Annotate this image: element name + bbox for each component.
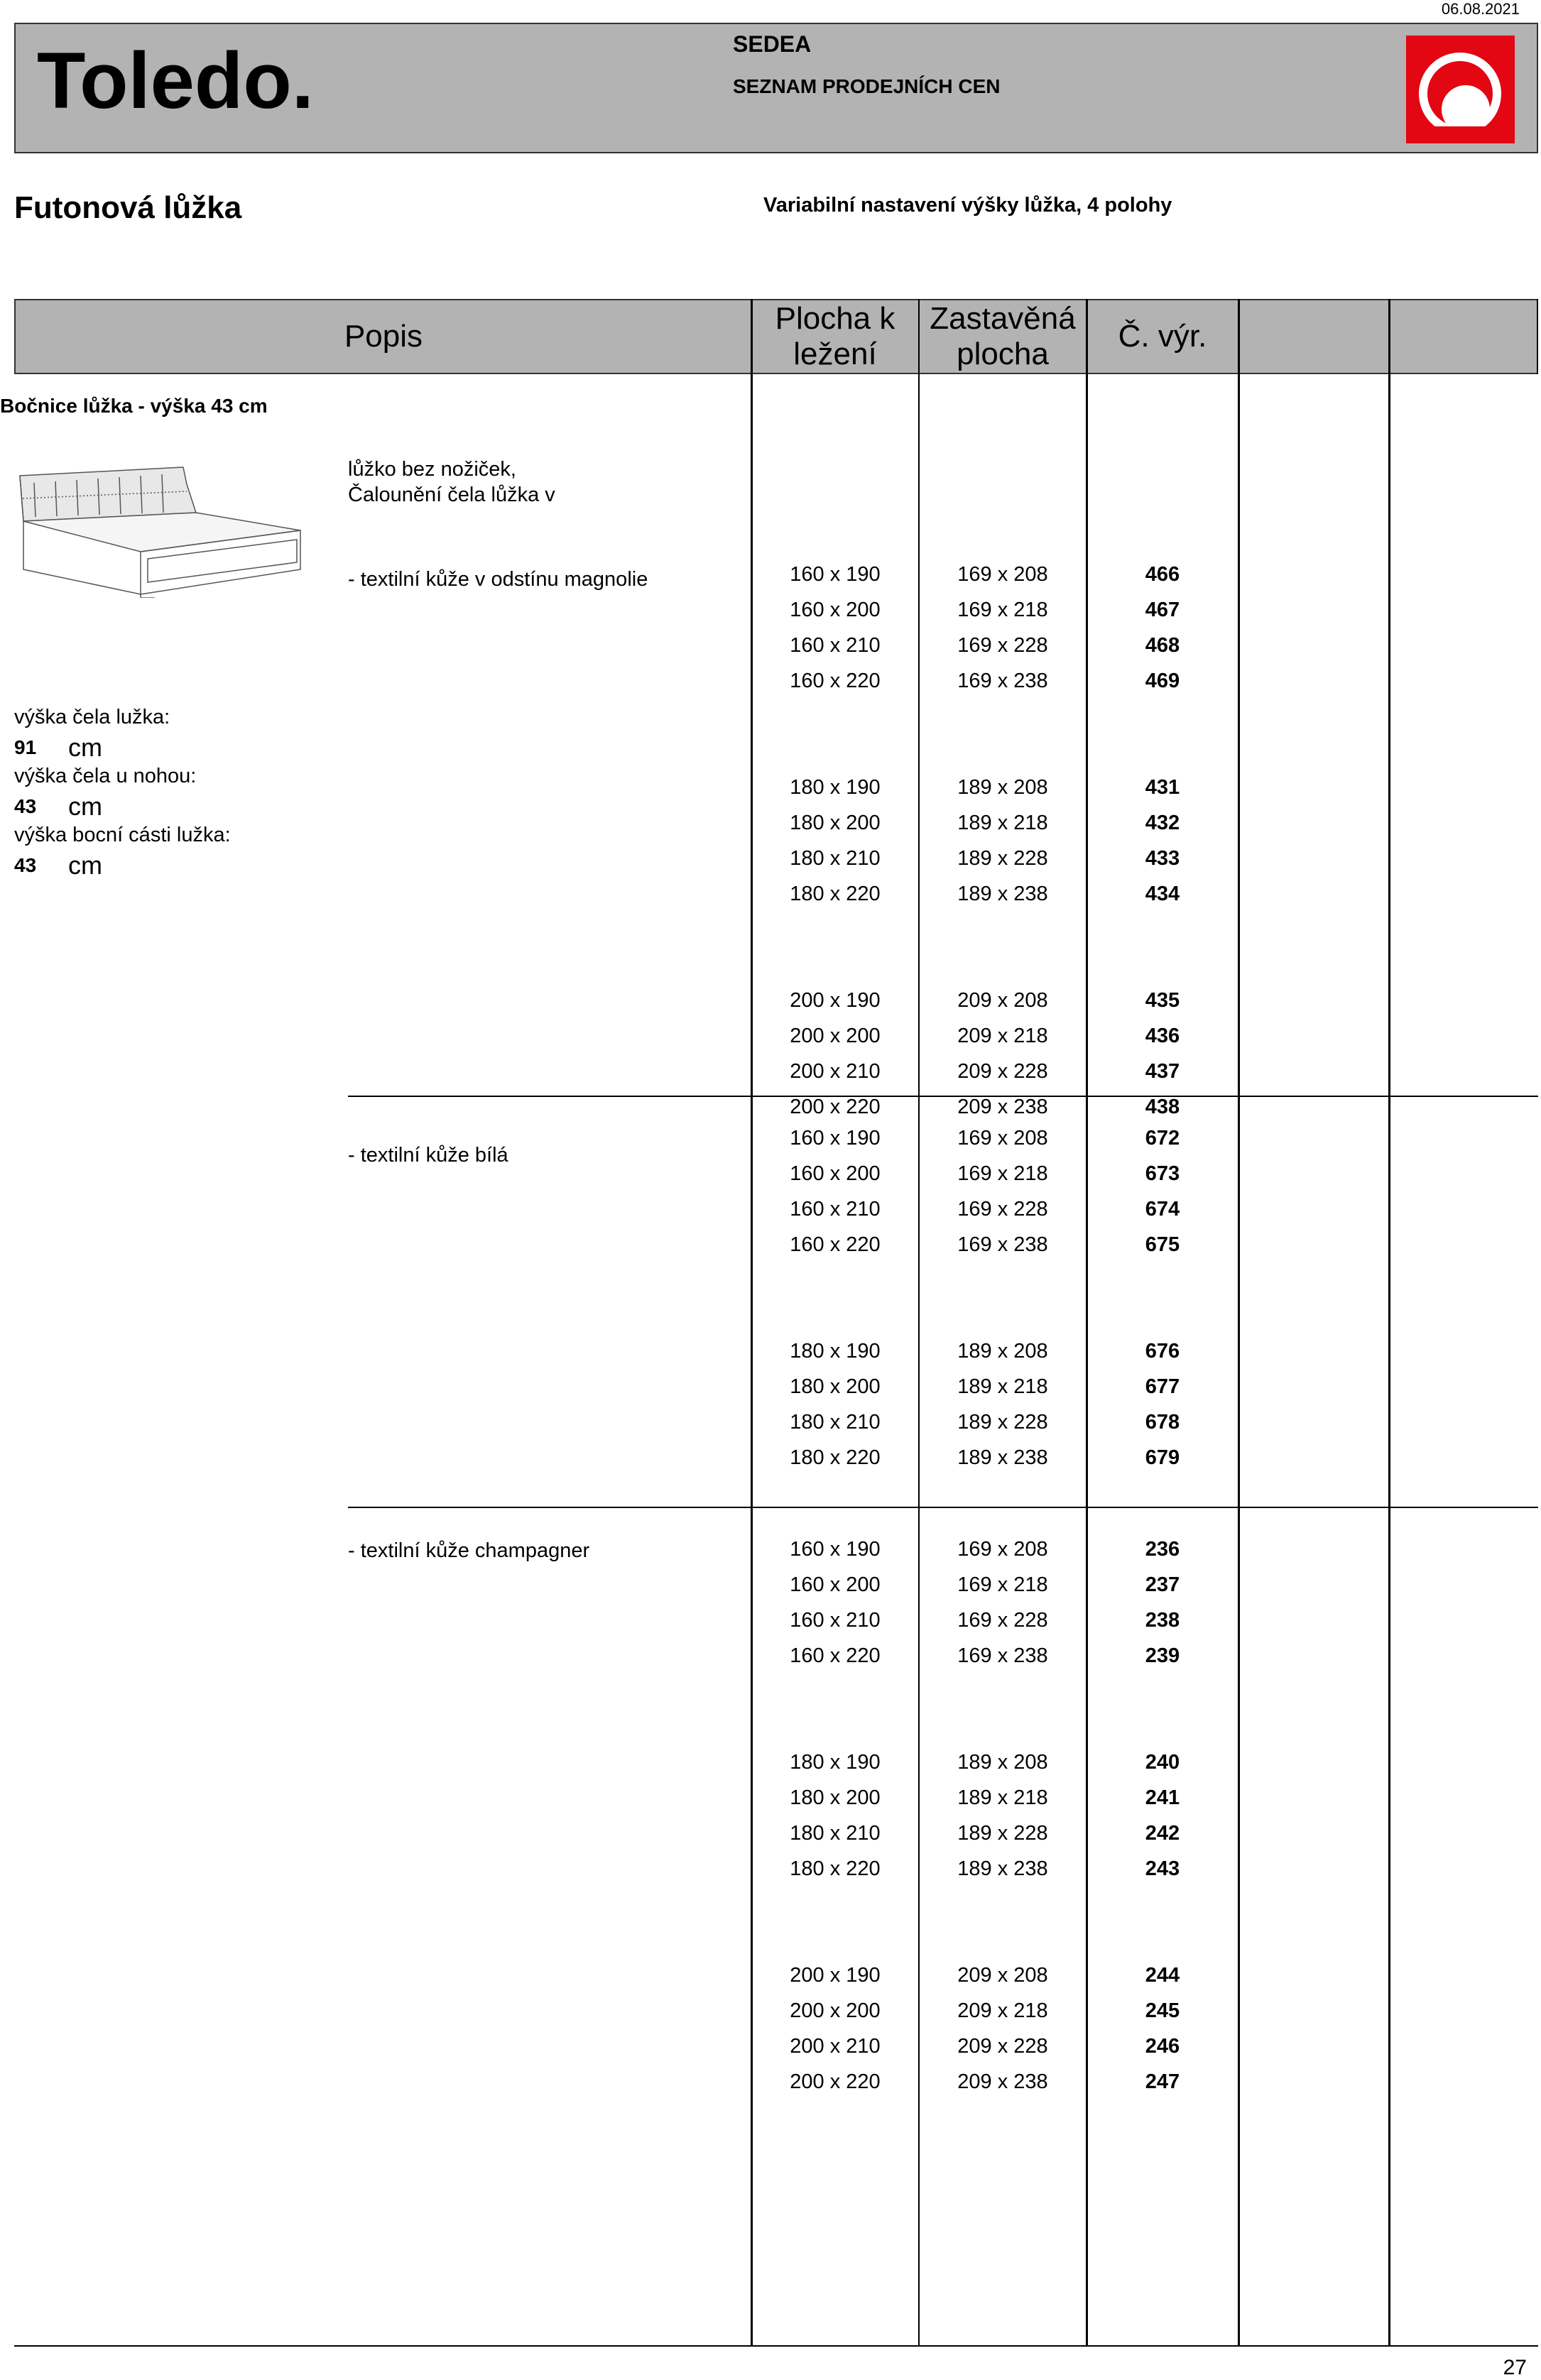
col-header-plocha-line2: ležení [793,337,877,371]
spec-value: 43 [14,854,37,876]
cell-zastavena: 189 x 238 [957,883,1048,905]
cell-cislo: 432 [1145,812,1180,834]
spec-unit: cm [68,792,102,821]
cell-zastavena: 209 x 238 [957,1096,1048,1118]
cell-zastavena: 169 x 228 [957,1198,1048,1221]
cell-plocha: 160 x 220 [790,1644,881,1667]
cell-zastavena: 189 x 238 [957,1446,1048,1469]
cell-cislo: 237 [1145,1573,1180,1596]
cell-plocha: 160 x 190 [790,563,881,586]
cell-zastavena: 189 x 238 [957,1857,1048,1880]
cell-cislo: 241 [1145,1786,1180,1809]
col-header-zastavena-line1: Zastavěná [930,301,1076,336]
cell-cislo: 238 [1145,1609,1180,1632]
cell-plocha: 200 x 220 [790,1096,881,1118]
cell-zastavena: 169 x 208 [957,563,1048,586]
cell-zastavena: 209 x 218 [957,1025,1048,1047]
cell-plocha: 160 x 190 [790,1127,881,1150]
cell-plocha: 200 x 210 [790,1060,881,1083]
cell-plocha: 180 x 210 [790,847,881,870]
cell-plocha: 180 x 190 [790,1751,881,1774]
cell-plocha: 200 x 220 [790,2070,881,2093]
cell-plocha: 160 x 190 [790,1538,881,1561]
cell-plocha: 180 x 210 [790,1822,881,1845]
col-header-plocha-line1: Plocha k [775,301,895,336]
cell-plocha: 200 x 200 [790,1025,881,1047]
cell-zastavena: 169 x 238 [957,1644,1048,1667]
cell-cislo: 676 [1145,1340,1180,1363]
spec-label: výška bocní cásti lužka: [14,824,231,846]
sidebar-title: Bočnice lůžka - výška 43 cm [0,395,268,417]
cell-cislo: 239 [1145,1644,1180,1667]
description-line: Čalounění čela lůžka v [348,484,555,506]
cell-plocha: 180 x 190 [790,776,881,799]
document-date: 06.08.2021 [1441,0,1520,18]
cell-cislo: 674 [1145,1198,1180,1221]
cell-cislo: 245 [1145,1999,1180,2022]
cell-plocha: 160 x 220 [790,1233,881,1256]
cell-cislo: 240 [1145,1751,1180,1774]
cell-cislo: 673 [1145,1162,1180,1185]
cell-zastavena: 169 x 228 [957,634,1048,657]
cell-cislo: 242 [1145,1822,1180,1845]
col-header-zastavena [919,299,1087,374]
cell-cislo: 679 [1145,1446,1180,1469]
page-number: 27 [1503,2356,1527,2379]
cell-plocha: 160 x 210 [790,634,881,657]
cell-cislo: 672 [1145,1127,1180,1150]
cell-cislo: 433 [1145,847,1180,870]
cell-zastavena: 209 x 208 [957,989,1048,1012]
cell-zastavena: 189 x 228 [957,847,1048,870]
cell-cislo: 243 [1145,1857,1180,1880]
col-header-zastavena-line2: plocha [957,337,1049,371]
table-bottom-border [14,2345,1538,2347]
cell-zastavena: 169 x 218 [957,1162,1048,1185]
cell-plocha: 160 x 220 [790,670,881,692]
col-divider [1388,299,1390,2345]
cell-cislo: 467 [1145,599,1180,621]
cell-zastavena: 189 x 208 [957,1751,1048,1774]
spec-unit: cm [68,851,102,880]
cell-plocha: 160 x 210 [790,1198,881,1221]
futon-bed-illustration [13,463,304,598]
group-separator [348,1507,1538,1508]
company-name: SEDEA [733,31,812,57]
cell-zastavena: 169 x 208 [957,1127,1048,1150]
cell-plocha: 160 x 210 [790,1609,881,1632]
cell-cislo: 244 [1145,1964,1180,1987]
cell-zastavena: 189 x 208 [957,776,1048,799]
cell-cislo: 437 [1145,1060,1180,1083]
col-header-popis: Popis [344,319,423,354]
cell-zastavena: 189 x 218 [957,812,1048,834]
spec-value: 43 [14,795,37,817]
col-divider [1537,299,1538,374]
cell-cislo: 438 [1145,1096,1180,1118]
cell-cislo: 468 [1145,634,1180,657]
cell-cislo: 434 [1145,883,1180,905]
cell-plocha: 180 x 200 [790,1375,881,1398]
cell-zastavena: 209 x 238 [957,2070,1048,2093]
cell-plocha: 200 x 190 [790,1964,881,1987]
cell-zastavena: 209 x 208 [957,1964,1048,1987]
cell-cislo: 247 [1145,2070,1180,2093]
cell-cislo: 436 [1145,1025,1180,1047]
group-label: - textilní kůže champagner [348,1539,590,1562]
cell-cislo: 431 [1145,776,1180,799]
cell-zastavena: 209 x 228 [957,2035,1048,2058]
cell-zastavena: 169 x 238 [957,670,1048,692]
spec-label: výška čela lužka: [14,706,170,728]
spec-value: 91 [14,736,37,758]
cell-zastavena: 189 x 218 [957,1786,1048,1809]
cell-zastavena: 169 x 238 [957,1233,1048,1256]
col-header-cislo: Č. výr. [1118,319,1207,354]
cell-zastavena: 169 x 208 [957,1538,1048,1561]
description-line: lůžko bez nožiček, [348,458,516,481]
cell-plocha: 200 x 210 [790,2035,881,2058]
cell-zastavena: 189 x 228 [957,1411,1048,1434]
cell-plocha: 160 x 200 [790,599,881,621]
cell-cislo: 246 [1145,2035,1180,2058]
cell-zastavena: 169 x 218 [957,1573,1048,1596]
cell-zastavena: 189 x 228 [957,1822,1048,1845]
cell-plocha: 200 x 200 [790,1999,881,2022]
sedea-logo-icon [1406,36,1515,143]
cell-cislo: 435 [1145,989,1180,1012]
group-label: - textilní kůže bílá [348,1144,508,1167]
cell-plocha: 180 x 220 [790,883,881,905]
cell-zastavena: 189 x 218 [957,1375,1048,1398]
cell-plocha: 160 x 200 [790,1162,881,1185]
cell-plocha: 200 x 190 [790,989,881,1012]
document-subtitle: SEZNAM PRODEJNÍCH CEN [733,75,1001,97]
group-label: - textilní kůže v odstínu magnolie [348,568,648,591]
section-note: Variabilní nastavení výšky lůžka, 4 polohy [763,194,1172,217]
spec-label: výška čela u nohou: [14,765,197,787]
cell-zastavena: 169 x 218 [957,599,1048,621]
cell-cislo: 678 [1145,1411,1180,1434]
cell-cislo: 236 [1145,1538,1180,1561]
col-header-plocha [751,299,919,374]
cell-zastavena: 209 x 228 [957,1060,1048,1083]
brand-title: Toledo. [37,36,314,125]
cell-cislo: 675 [1145,1233,1180,1256]
cell-cislo: 469 [1145,670,1180,692]
cell-zastavena: 209 x 218 [957,1999,1048,2022]
cell-cislo: 677 [1145,1375,1180,1398]
cell-plocha: 180 x 220 [790,1446,881,1469]
cell-zastavena: 169 x 228 [957,1609,1048,1632]
section-title: Futonová lůžka [14,190,242,225]
spec-unit: cm [68,733,102,762]
cell-plocha: 180 x 190 [790,1340,881,1363]
cell-plocha: 180 x 220 [790,1857,881,1880]
cell-plocha: 180 x 210 [790,1411,881,1434]
cell-zastavena: 189 x 208 [957,1340,1048,1363]
cell-plocha: 160 x 200 [790,1573,881,1596]
cell-cislo: 466 [1145,563,1180,586]
cell-plocha: 180 x 200 [790,1786,881,1809]
cell-plocha: 180 x 200 [790,812,881,834]
